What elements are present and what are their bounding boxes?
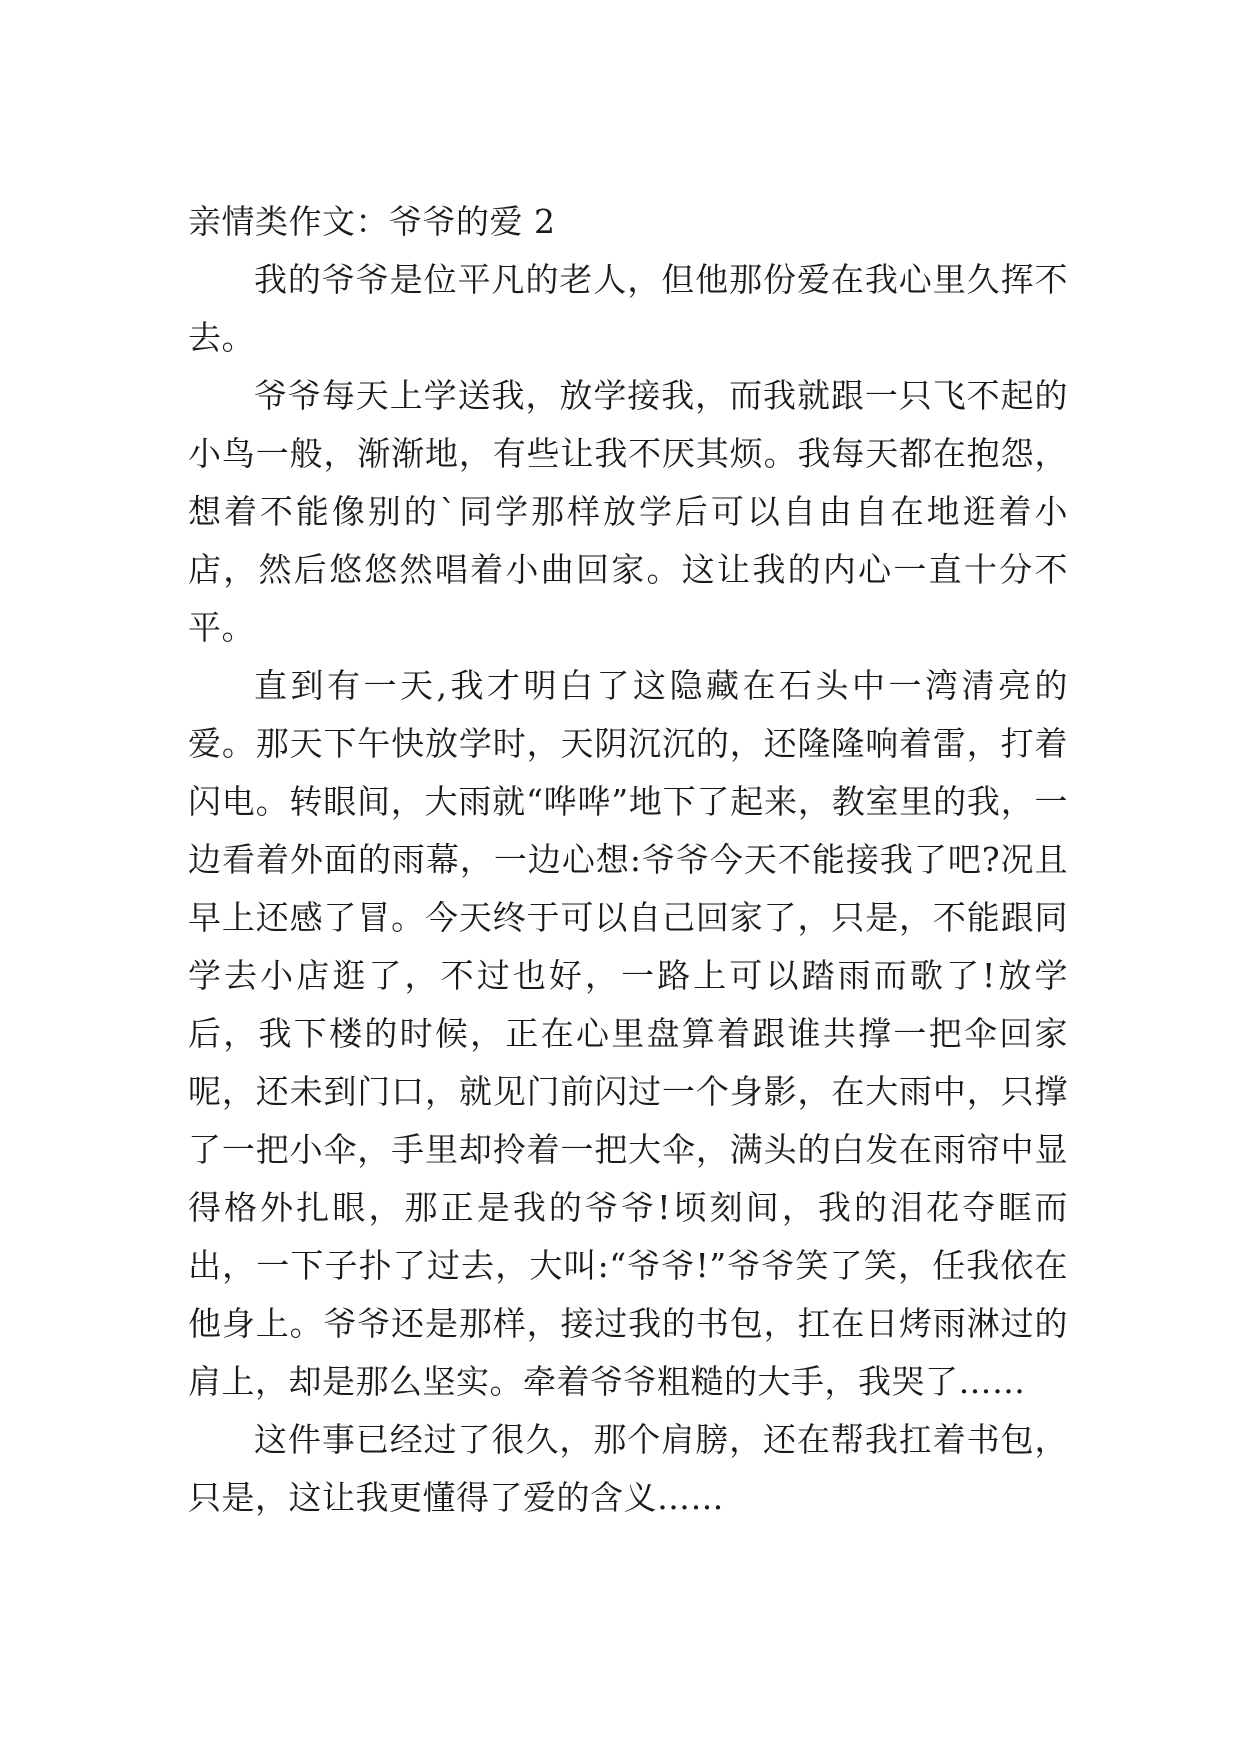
paragraph-1: 我的爷爷是位平凡的老人，但他那份爱在我心里久挥不去。 [188, 260, 1068, 357]
document-body [188, 193, 1068, 1527]
paragraph-4: 这件事已经过了很久，那个肩膀，还在帮我扛着书包，只是，这让我更懂得了爱的含义…… [188, 1420, 1068, 1517]
paragraph-3: 直到有一天,我才明白了这隐藏在石头中一湾清亮的爱。那天下午快放学时，天阴沉沉的，还隆隆响着雷，打着闪电。转眼间，大雨就“哗哗”地下了起来，教室里的我，一边看着外面的雨幕，一边心想:爷爷今天不能接我了吧?况且早上还感了冒。今天终于可以自己回家了，只是，不能跟同学去小店逛了，不过也好，一路上可以踏雨而歌了!放学后，我下楼的时候，正在心里盘算着跟谁共撑一把伞回家呢，还未到门口，就见门前闪过一个身影，在大雨中，只撑了一把小伞，手里却拎着一把大伞，满头的白发在雨帘中显得格外扎眼，那正是我的爷爷!顷刻间，我的泪花夺眶而出，一下子扑了过去，大叫:“爷爷!”爷爷笑了笑，任我依在他身上。爷爷还是那样，接过我的书包，扛在日烤雨淋过的肩上，却是那么坚实。牵着爷爷粗糙的大手，我哭了…… [188, 666, 1068, 1401]
paragraph-2: 爷爷每天上学送我，放学接我，而我就跟一只飞不起的小鸟一般，渐渐地，有些让我不厌其烦。我每天都在抱怨，想着不能像别的`同学那样放学后可以自由自在地逛着小店，然后悠悠然唱着小曲回家。这让我的内心一直十分不平。 [188, 376, 1068, 647]
document-title: 亲情类作文：爷爷的爱 2 [188, 202, 556, 241]
